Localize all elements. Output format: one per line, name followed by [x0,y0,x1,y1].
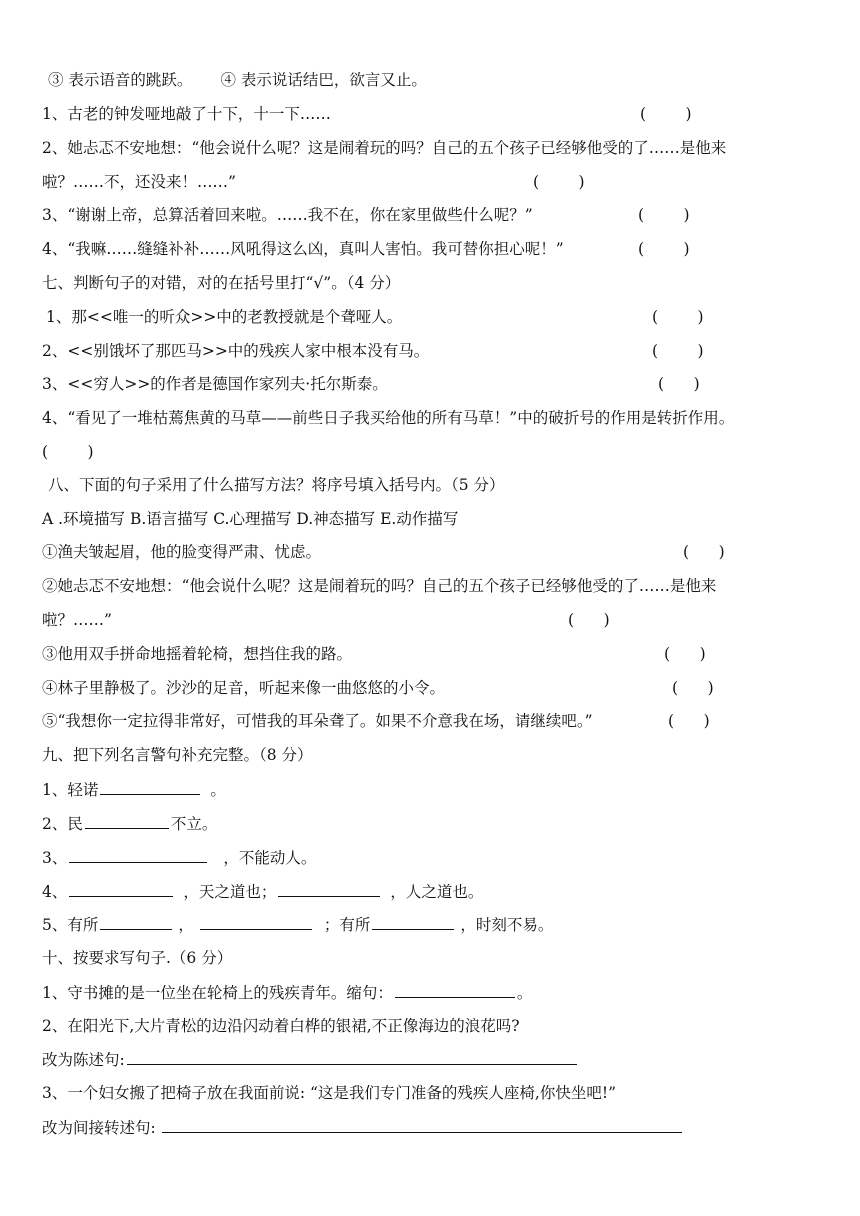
blank-field[interactable] [200,914,312,930]
s7-item-3: 3、<<穷人>>的作者是德国作家列夫·托尔斯泰。 [42,375,388,393]
s7-item-1: 1、那<<唯一的听众>>中的老教授就是个聋哑人。 [46,308,403,326]
s9-q3 [42,847,316,868]
answer-paren[interactable]: ( ) [568,611,610,629]
section-7-title: 七、判断句子的对错，对的在括号里打“√”。（4 分） [42,274,401,292]
q4-middle: ，天之道也； [183,883,277,901]
q1-suffix: 。 [210,781,226,799]
s6-item-4: 4、“我嘛……缝缝补补……风吼得这么凶，真叫人害怕。我可替你担心呢！” [42,240,564,258]
answer-paren[interactable]: ( ) [664,645,706,663]
q4-suffix: ，人之道也。 [390,883,484,901]
s6-item-2-cont: 啦？……不，还没来！……” [42,173,236,191]
blank-field[interactable] [100,779,200,795]
q3-prefix: 3、 [42,849,68,867]
answer-paren[interactable]: ( ) [672,679,714,697]
answer-paren[interactable]: ( ) [652,342,704,360]
answer-paren[interactable]: ( ) [638,240,690,258]
q2-prefix: 2、民 [42,815,83,833]
s6-item-1: 1、古老的钟发哑地敲了十下，十一下…… [42,105,331,123]
q3-suffix: ，不能动人。 [223,849,317,867]
s9-q4 [42,881,483,902]
answer-paren[interactable]: ( ) [652,308,704,326]
answer-paren[interactable]: ( ) [42,443,94,461]
q2-suffix: 不立。 [170,815,218,833]
s9-q5 [42,914,553,935]
s8-item-5: ⑤“我想你一定拉得非常好，可惜我的耳朵聋了。如果不介意我在场，请继续吧。” [42,712,593,730]
answer-paren[interactable]: ( ) [533,173,585,191]
q1-prefix: 1、轻诺 [42,781,99,799]
s6-item-3: 3、“谢谢上帝，总算活着回来啦。……我不在，你在家里做些什么呢？” [42,206,533,224]
s8-item-4: ④林子里静极了。沙沙的足音，听起来像一曲悠悠的小令。 [42,679,446,697]
answer-paren[interactable]: ( ) [683,543,725,561]
q5-middle-2: ；有所 [323,916,371,934]
blank-field[interactable] [127,1049,577,1065]
s8-item-2-cont: 啦？……” [42,611,112,629]
s7-item-2: 2、<<别饿坏了那匹马>>中的残疾人家中根本没有马。 [42,342,430,360]
q5-suffix: ，时刻不易。 [460,916,554,934]
s10-q2: 2、在阳光下,大片青松的边沿闪动着白桦的银裙,不正像海边的浪花吗? [42,1017,520,1035]
blank-field[interactable] [69,881,173,897]
answer-label: 改为间接转述句: [42,1119,156,1137]
method-options: A .环境描写 B.语言描写 C.心理描写 D.神态描写 E.动作描写 [42,510,459,528]
hint-4: ④ 表示说话结巴，欲言又止。 [220,71,427,89]
s10-q3-answer [42,1117,684,1138]
s8-item-2: ②她忐忑不安地想：“他会说什么呢？这是闹着玩的吗？自己的五个孩子已经够他受的了……是他来 [42,577,717,595]
s8-item-3: ③他用双手拼命地摇着轮椅，想挡住我的路。 [42,645,353,663]
answer-paren[interactable]: ( ) [638,206,690,224]
s10-q3: 3、一个妇女搬了把椅子放在我面前说: “这是我们专门准备的残疾人座椅,你快坐吧!” [42,1084,617,1102]
blank-field[interactable] [162,1117,682,1133]
section-10-title: 十、按要求写句子.（6 分） [42,949,233,967]
s9-q2 [42,813,217,834]
q4-prefix: 4、 [42,883,68,901]
section-9-title: 九、把下列名言警句补充完整。（8 分） [42,746,313,764]
answer-paren[interactable]: ( ) [640,105,692,123]
answer-paren[interactable]: ( ) [668,712,710,730]
blank-field[interactable] [69,847,207,863]
s7-item-4: 4、“看见了一堆枯蔫焦黄的马草——前些日子我买给他的所有马草！”中的破折号的作用是转折作用。 [42,409,735,427]
q1-end: 。 [516,984,533,1002]
section-8-title: 八、下面的句子采用了什么描写方法？将序号填入括号内。（5 分） [48,476,505,494]
s8-item-1: ①渔夫皱起眉，他的脸变得严肃、忧虑。 [42,543,322,561]
answer-label: 改为陈述句: [42,1051,125,1069]
q5-prefix: 5、有所 [42,916,99,934]
blank-field[interactable] [278,881,380,897]
q5-middle-1: ， [178,916,194,934]
s10-q2-answer [42,1049,579,1070]
blank-field[interactable] [100,914,172,930]
q1-text: 1、守书摊的是一位坐在轮椅上的残疾青年。缩句： [42,984,393,1002]
s6-item-2: 2、她忐忑不安地想：“他会说什么呢？这是闹着玩的吗？自己的五个孩子已经够他受的了……是他来 [42,139,727,157]
blank-field[interactable] [395,982,515,998]
hint-3: ③ 表示语音的跳跃。 [48,71,193,89]
s9-q1 [42,779,226,800]
hint-line [48,70,427,90]
s10-q1 [42,982,532,1003]
answer-paren[interactable]: ( ) [658,375,700,393]
blank-field[interactable] [85,813,169,829]
blank-field[interactable] [372,914,454,930]
